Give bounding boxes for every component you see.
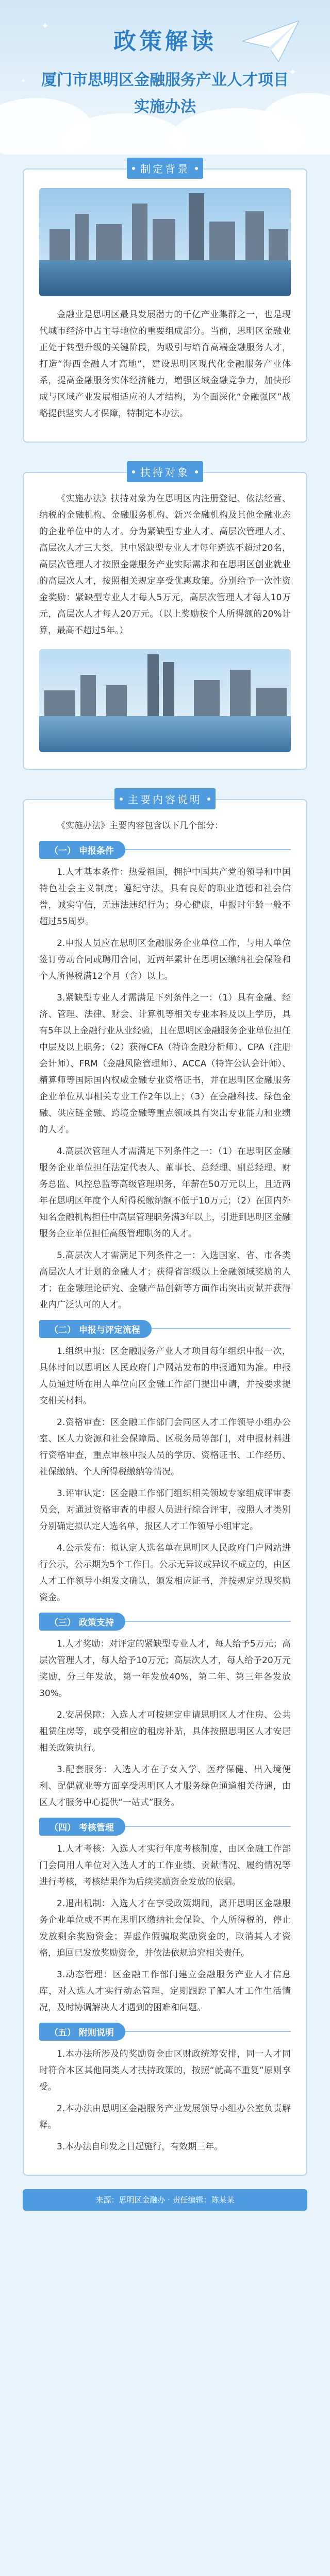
section-tag-label: 扶持对象 (127, 461, 203, 482)
condition-item: 1.人才基本条件：热爱祖国，拥护中国共产党的领导和中国特色社会主义制度；遵纪守法，具有良好的职业道德和社会信誉，诚实守信，无违法违纪行为；身心健康，申报时年龄一般不超过55周岁。 (39, 867, 291, 927)
subhead-label: （一） 申报条件 (39, 841, 125, 859)
section-tag-target (0, 461, 330, 482)
condition-item: 5.高层次人才需满足下列条件之一：入选国家、省、市各类高层次人才计划的金融人才；获得省部级以上金融领域奖励的人才；在金融理论研究、金融产品创新等方面作出突出贡献并获得业内广泛认可的人才。 (39, 1250, 291, 1310)
process-item: 3.评审认定：区金融工作部门组织相关领域专家组成评审委员会，对通过资格审查的申报人员进行综合评审，按照人才类别分别确定拟认定人选名单，报区人才工作领导小组审定。 (39, 1488, 291, 1532)
condition-item: 2.申报人员应在思明区金融服务企业单位工作，与用人单位签订劳动合同或聘用合同，近两年累计在思明区缴纳社会保险和个人所得税满12个月（含）以上。 (39, 938, 291, 981)
subhead-label: （五） 附则说明 (39, 2023, 125, 2041)
subhead-label: （四） 考核管理 (39, 1818, 125, 1836)
page-subtitle-line1: 厦门市思明区金融服务产业人才项目 (41, 71, 289, 89)
sparkle-icon: ✦ (21, 77, 26, 84)
subhead-conditions (39, 839, 291, 860)
assessment-item: 1.人才考核：入选人才实行年度考核制度，由区金融工作部门会同用人单位对入选人才的工作业绩、贡献情况、履约情况等进行考核，考核结果作为后续奖励资金发放的依据。 (39, 1844, 291, 1887)
section-tag-label: 主要内容说明 (114, 788, 216, 809)
assessment-item: 2.退出机制：入选人才在享受政策期间，离开思明区金融服务企业单位或不再在思明区缴纳社会保险、个人所得税的，停止发放剩余奖励资金；弄虚作假骗取奖励资金的，取消其人才资格，追回已发放奖励资金，并依法依规追究相关责任。 (39, 1899, 291, 1958)
city-photo (39, 188, 291, 296)
section-tag-label: 制定背景 (127, 158, 203, 179)
condition-item: 3.紧缺型专业人才需满足下列条件之一：（1）具有金融、经济、管理、法律、财会、计算机等相关专业本科及以上学历，具有5年以上金融行业从业经验，且在思明区金融服务企业单位担任中层及以上职务；（2）获得CFA（特许金融分析师）、CPA（注册会计师）、FRM（金融风险管理师）、ACCA（特许公认会计师）、精算师等国际国内权威金融专业资格证书，并在思明区金融服务企业单位从事相关专业工作2年以上；（3）在金融科技、绿色金融、供应链金融、跨境金融等重点领域具有突出专业能力和业绩的人才。 (39, 993, 291, 1135)
supplementary-item: 3.本办法自印发之日起施行，有效期三年。 (57, 2142, 223, 2152)
condition-item: 4.高层次管理人才需满足下列条件之一：（1）在思明区金融服务企业单位担任法定代表人、董事长、总经理、副总经理、财务总监、风控总监等高级管理职务，年薪在50万元以上，且近两年在思明区年度个人所得税缴纳额不低于10万元；（2）在国内外知名金融机构担任中高层管理职务满3年以上，引进到思明区金融服务企业单位担任高级管理职务的人才。 (39, 1146, 291, 1239)
page-header (0, 0, 330, 155)
footer-area (0, 2176, 330, 2222)
page-subtitle (0, 67, 330, 121)
assessment-item: 3.动态管理：区金融工作部门建立金融服务产业人才信息库，对入选人才实行动态管理，定期跟踪了解人才工作生活情况，及时协调解决人才遇到的困难和问题。 (39, 1970, 291, 2013)
support-item: 2.安居保障：入选人才可按规定申请思明区人才住房、公共租赁住房等，或享受相应的租房补贴，具体按照思明区人才安居相关政策执行。 (39, 1710, 291, 1753)
section-tag-background (0, 158, 330, 179)
background-card (23, 168, 307, 443)
subhead-supplementary (39, 2021, 291, 2042)
section-tag-content (0, 788, 330, 809)
process-item: 2.资格审查：区金融工作部门会同区人才工作领导小组办公室、区人力资源和社会保障局、区税务局等部门，对申报材料进行资格审查，重点审核申报人员的学历、资格证书、工作经历、社保缴纳、个人所得税缴纳等情况。 (39, 1417, 291, 1477)
target-paragraph: 《实施办法》扶持对象为在思明区内注册登记、依法经营、纳税的金融机构、金融服务机构、新兴金融机构及其他金融业态的企业单位中的人才。分为紧缺型专业人才、高层次管理人才、高层次人才三大类，其中紧缺型专业人才每年遴选不超过20名，高层次管理人才按照金融服务产业实际需求和在思明区创业就业的高层次人才，按照相关规定享受优惠政策。分别给予一次性资金奖励：紧缺型专业人才每人5万元，高层次管理人才每人10万元，高层次人才每人20万元。（以上奖励按个人所得额的20%计算，最高不超过5年。） (39, 494, 291, 636)
content-intro: 《实施办法》主要内容包含以下几个部分： (57, 821, 223, 831)
background-paragraph: 金融业是思明区最具发展潜力的千亿产业集群之一，也是现代城市经济中占主导地位的重要组成部分。当前，思明区金融业正处于转型升级的关键阶段，为吸引与培育高端金融服务人才，打造“海西金融人才高地”，建设思明区现代化金融服务产业体系，提高金融服务实体经济能力，增强区域金融竞争力，加快形成与区域产业发展相适应的人才结构，为全面深化“金融强区”战略提供坚实人才保障，特制定本办法。 (39, 310, 291, 419)
subhead-assessment (39, 1816, 291, 1837)
sparkle-icon: ✦ (289, 67, 297, 78)
sparkle-icon: ✦ (41, 21, 50, 31)
target-card (23, 472, 307, 770)
harbor-photo (39, 649, 291, 752)
subhead-label: （三） 政策支持 (39, 1613, 125, 1631)
support-item: 1.人才奖励：对评定的紧缺型专业人才，每人给予5万元；高层次管理人才，每人给予10万元；高层次人才，每人给予20万元奖励，分三年发放，第一年发放40%，第二年、第三年各发放30%。 (39, 1639, 291, 1699)
process-item: 1.组织申报：区金融服务产业人才项目每年组织申报一次，具体时间以思明区人民政府门户网站发布的申报通知为准。申报人员通过所在用人单位向区金融工作部门提出申请，并按要求提交相关材料。 (39, 1346, 291, 1406)
page-subtitle-line2: 实施办法 (134, 98, 196, 116)
supplementary-item: 1.本办法所涉及的奖励资金由区财政统筹安排，同一人才同时符合本区其他同类人才扶持政策的，按照“就高不重复”原则享受。 (39, 2049, 291, 2092)
supplementary-item: 2.本办法由思明区金融服务产业发展领导小组办公室负责解释。 (39, 2104, 291, 2130)
page-title: 政策解读 (113, 28, 217, 55)
footer-source: 来源：思明区金融办 · 责任编辑：陈某某 (23, 2189, 307, 2211)
process-item: 4.公示发布：拟认定人选名单在思明区人民政府门户网站进行公示，公示期为5个工作日。公示无异议或异议不成立的，由区人才工作领导小组发文确认，颁发相应证书，并按规定兑现奖励资金。 (39, 1543, 291, 1603)
subhead-label: （二） 申报与评定流程 (39, 1320, 152, 1338)
subhead-process (39, 1318, 291, 1339)
content-card (23, 799, 307, 2176)
support-item: 3.配套服务：入选人才在子女入学、医疗保健、出入境便利、配偶就业等方面享受思明区人才服务绿色通道相关待遇，由区人才服务中心提供“一站式”服务。 (39, 1765, 291, 1808)
subhead-support (39, 1611, 291, 1632)
